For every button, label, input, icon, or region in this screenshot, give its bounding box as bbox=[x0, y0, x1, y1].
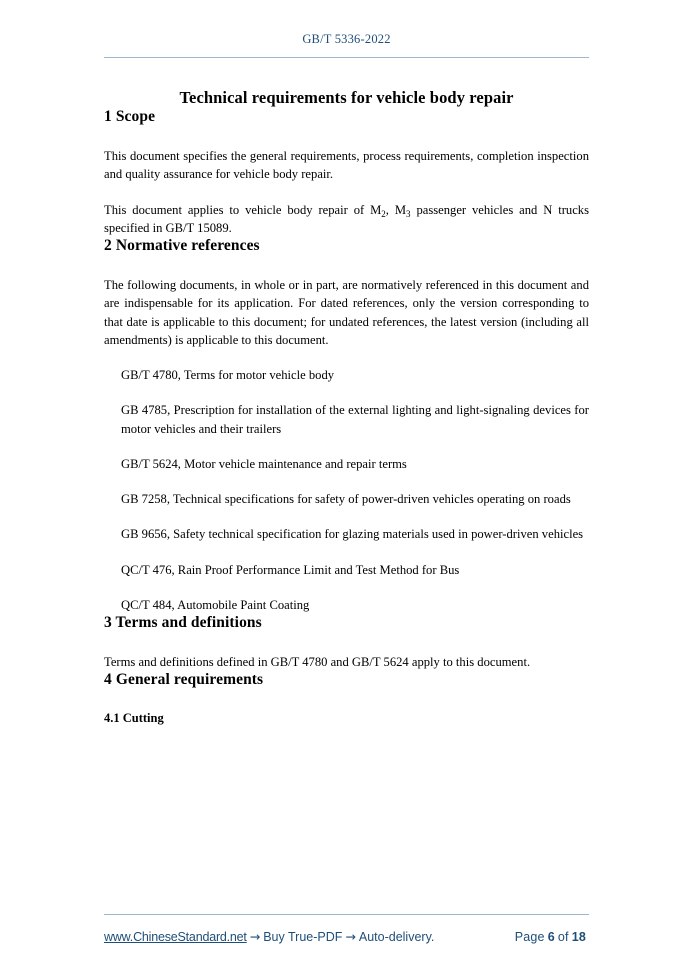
page-label: Page bbox=[514, 930, 545, 944]
clause-heading-scope: 1 Scope bbox=[104, 108, 156, 125]
arrow-right-icon: → bbox=[345, 929, 356, 944]
scope-subscript-m3: 3 bbox=[406, 208, 411, 219]
normative-reference-item: QC/T 484, Automobile Paint Coating bbox=[121, 597, 310, 612]
scope-para2-part-a: This document applies to vehicle body repair of M bbox=[104, 202, 382, 217]
normative-reference-item: GB/T 4780, Terms for motor vehicle body bbox=[121, 368, 335, 382]
terms-paragraph: Terms and definitions defined in GB/T 4780 and GB/T 5624 apply to this document. bbox=[104, 655, 531, 669]
document-title: Technical requirements for vehicle body repair bbox=[179, 88, 514, 107]
normative-reference-item: GB 7258, Technical specifications for safety of power-driven vehicles operating on roads bbox=[121, 492, 571, 506]
footer-site-link[interactable]: www.ChineseStandard.net bbox=[104, 930, 247, 944]
total-pages: 18 bbox=[571, 930, 586, 944]
footer-promo-group bbox=[104, 929, 434, 944]
normative-references-intro: The following documents, in whole or in part, are normatively referenced in this document and are indispensable for its application. For dated references, only the version corresponding to that date is applicable to this document; for undated references, the latest version (including all amendments) is applicable to this document. bbox=[104, 278, 589, 347]
scope-paragraph-2 bbox=[104, 201, 589, 238]
normative-reference-item: GB 9656, Safety technical specification for glazing materials used in power-driven vehicles bbox=[121, 527, 584, 542]
normative-reference-item: GB/T 5624, Motor vehicle maintenance and repair terms bbox=[121, 456, 407, 471]
normative-reference-item: GB 4785, Prescription for installation of the external lighting and light-signaling devices for motor vehicles and their trailers bbox=[121, 403, 589, 436]
page-number: 6 bbox=[547, 930, 555, 944]
of-label: of bbox=[557, 930, 569, 944]
clause-heading-terms-and-definitions: 3 Terms and definitions bbox=[104, 614, 262, 631]
arrow-right-icon: → bbox=[249, 929, 261, 944]
footer-delivery-text: Auto-delivery. bbox=[358, 930, 435, 944]
scope-subscript-m2: 2 bbox=[381, 208, 386, 219]
normative-reference-item: QC/T 476, Rain Proof Performance Limit and Test Method for Bus bbox=[121, 562, 460, 577]
page-header bbox=[104, 0, 589, 58]
scope-para2-part-c: passenger vehicles and N trucks specified in GB/T 15089. bbox=[104, 202, 590, 235]
subclause-heading-cutting: 4.1 Cutting bbox=[104, 711, 164, 726]
header-divider bbox=[104, 57, 589, 58]
footer-promo-text: Buy True-PDF bbox=[263, 930, 343, 944]
scope-paragraph-1: This document specifies the general requirements, process requirements, completion inspection and quality assurance for vehicle body repair. bbox=[104, 149, 589, 182]
page-indicator bbox=[515, 930, 589, 944]
clause-heading-normative-references: 2 Normative references bbox=[104, 237, 260, 254]
clause-heading-general-requirements: 4 General requirements bbox=[104, 671, 264, 689]
footer-divider bbox=[104, 914, 589, 915]
page-footer bbox=[104, 914, 589, 944]
header-standard-number: GB/T 5336-2022 bbox=[302, 32, 391, 46]
footer-row bbox=[104, 929, 589, 944]
scope-para2-part-b: , M bbox=[385, 202, 407, 217]
